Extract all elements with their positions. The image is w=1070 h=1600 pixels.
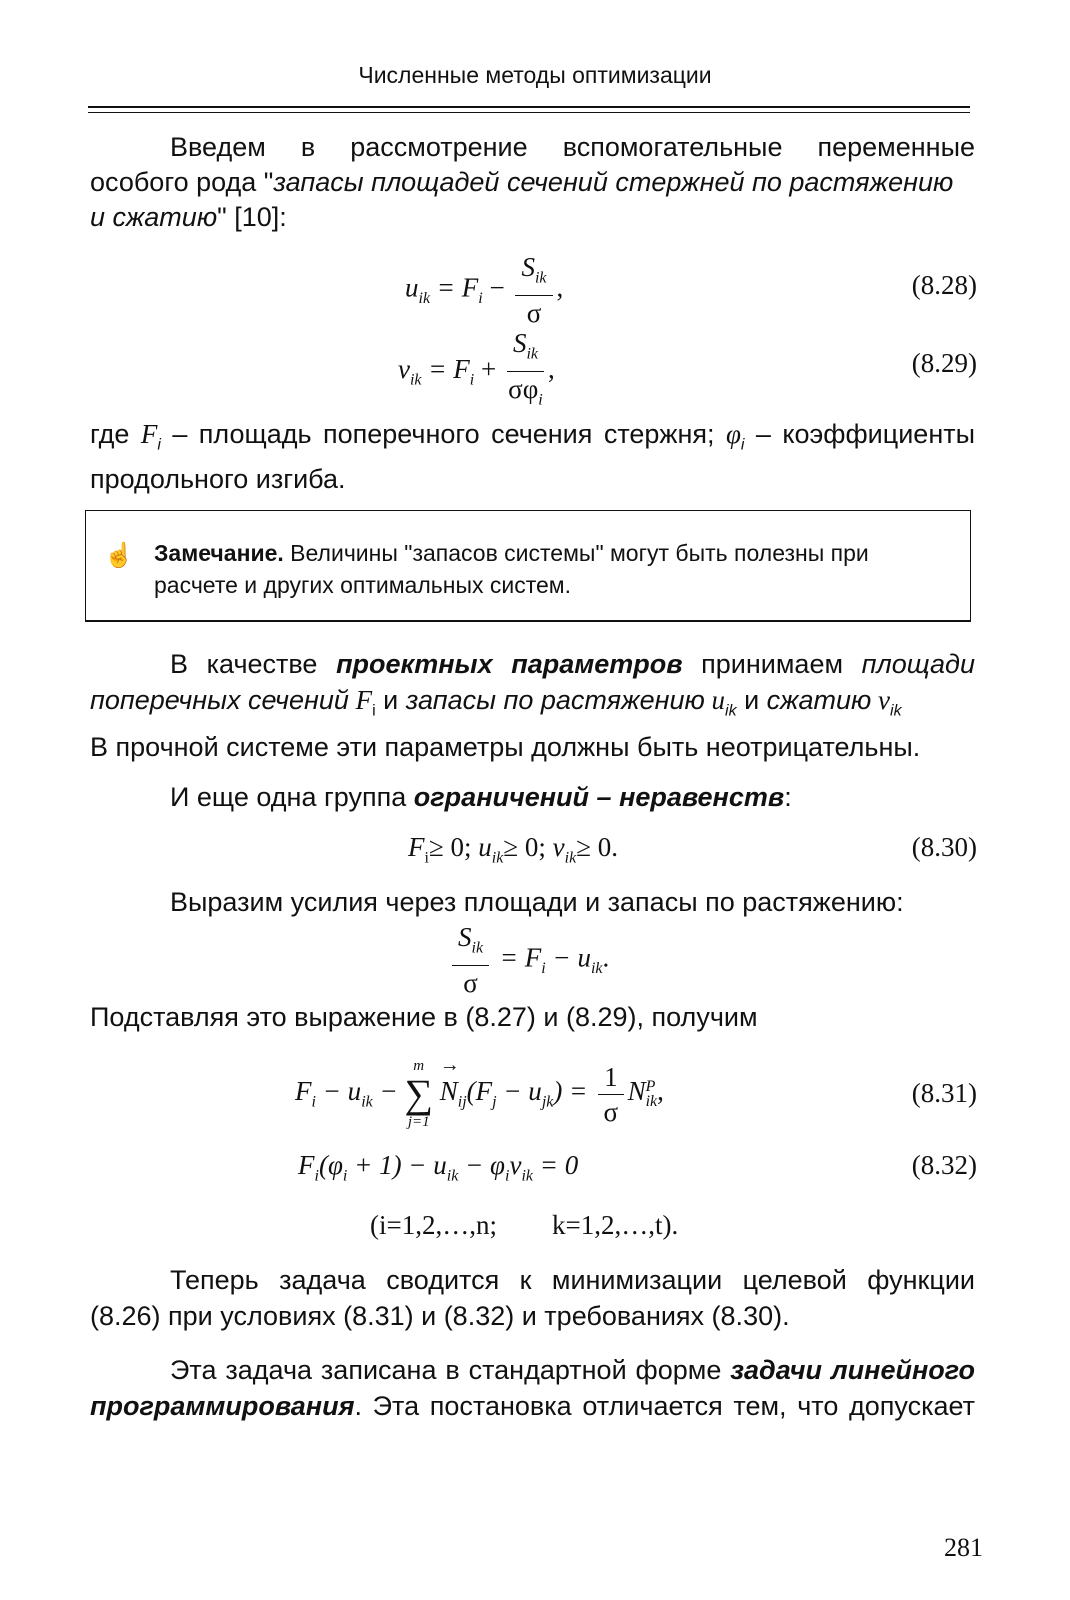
express-line: Выразим усилия через площади и запасы по растяжению: [170,887,904,917]
equation-number: (8.28) [911,270,977,300]
equation-number: (8.30) [911,832,977,862]
fraction: $\frac{1}{\sigma}$ [598,1062,624,1127]
equation-express: $\frac{S_{ik}}{\sigma}$ = $F_i - u_{ik}$. [448,922,609,998]
constraints-line: И еще одна группа ограничений – неравенств: [170,782,792,812]
equation-8-30: $F_i\ge 0$; $u_{ik}\ge 0$; $v_{ik}\ge 0$. [408,832,619,867]
intro-italic-term: запасы площадей сечений стержней по растяжению [273,167,954,197]
page-number: 281 [944,1533,983,1562]
intro-line-3: и сжатию" [10]: [90,202,287,232]
equation-8-32: $F_i(\varphi_i + 1) - u_{ik} - \varphi_iv_{ik} = 0$ [298,1150,579,1185]
params-paragraph [90,646,975,765]
where-line-2: продольного изгиба. [90,464,346,495]
params-line-1: В качестве проектных параметров принимаем площади [170,649,975,679]
subst-line: Подставляя это выражение в (8.27) и (8.29), получим [90,1002,758,1032]
equation-8-31: $F_i - u_{ik}$ − m ∑ j=1 → $N_{ij}(F_j - u_{jk})$ = $\frac{1}{\sigma}$ N P ik , [295,1058,664,1130]
equation-number: (8.32) [911,1150,977,1180]
now-paragraph: Теперь задача сводится к минимизации целевой функции (8.26) при условиях (8.31) и (8.32) и требованиях (8.30). [90,1265,975,1331]
intro-line-2: особого рода "запасы площадей сечений стержней по растяжению [90,167,954,197]
note-text: Замечание. Величины "запасов системы" могут быть полезны при расчете и других оптимальных систем. [154,540,869,598]
equation-8-28: $u_{ik} = F_i$ − $\frac{S_{ik}}{\sigma}$ , [405,252,564,329]
summation: m ∑ j=1 [404,1058,433,1130]
where-paragraph [90,417,975,497]
equation-8-29: $v_{ik} = F_i$ + $\frac{S_{ik}}{\sigma\varphi_i}$ , [398,328,555,416]
params-line-3: В прочной системе эти параметры должны быть неотрицательны. [90,732,921,763]
note-box [85,510,971,622]
fraction: $\frac{S_{ik}}{\sigma}$ [515,252,552,328]
running-header: Численные методы оптимизации [358,62,712,88]
equation-number: (8.31) [911,1078,977,1108]
params-line-2: поперечных сечений $F_i$ и запасы по растяжению $u_{ik}$ и сжатию $v_{ik}$ [90,685,902,720]
intro-line-1: Введем в рассмотрение вспомогательные переменные [170,132,975,162]
pointing-hand-icon: ☝ [104,543,134,569]
where-line-1: где $F_i$ – площадь поперечного сечения стержня; $\varphi_i$ – коэффициенты [90,419,975,454]
header-rule-thin [88,112,970,113]
header-rule-thick [88,106,970,108]
index-ranges: (i=1,2,…,n; k=1,2,…,t). [370,1210,679,1240]
fraction: $\frac{S_{ik}}{\sigma\varphi_i}$ [508,328,543,409]
equation-number: (8.29) [911,348,977,378]
fraction: $\frac{S_{ik}}{\sigma}$ [452,922,489,998]
lp-paragraph: Эта задача записана в стандартной форме задачи линейного программирования. Эта постановка отличается тем, что допускает [90,1355,975,1421]
intro-paragraph [90,130,975,235]
note-title: Замечание. [154,540,284,566]
